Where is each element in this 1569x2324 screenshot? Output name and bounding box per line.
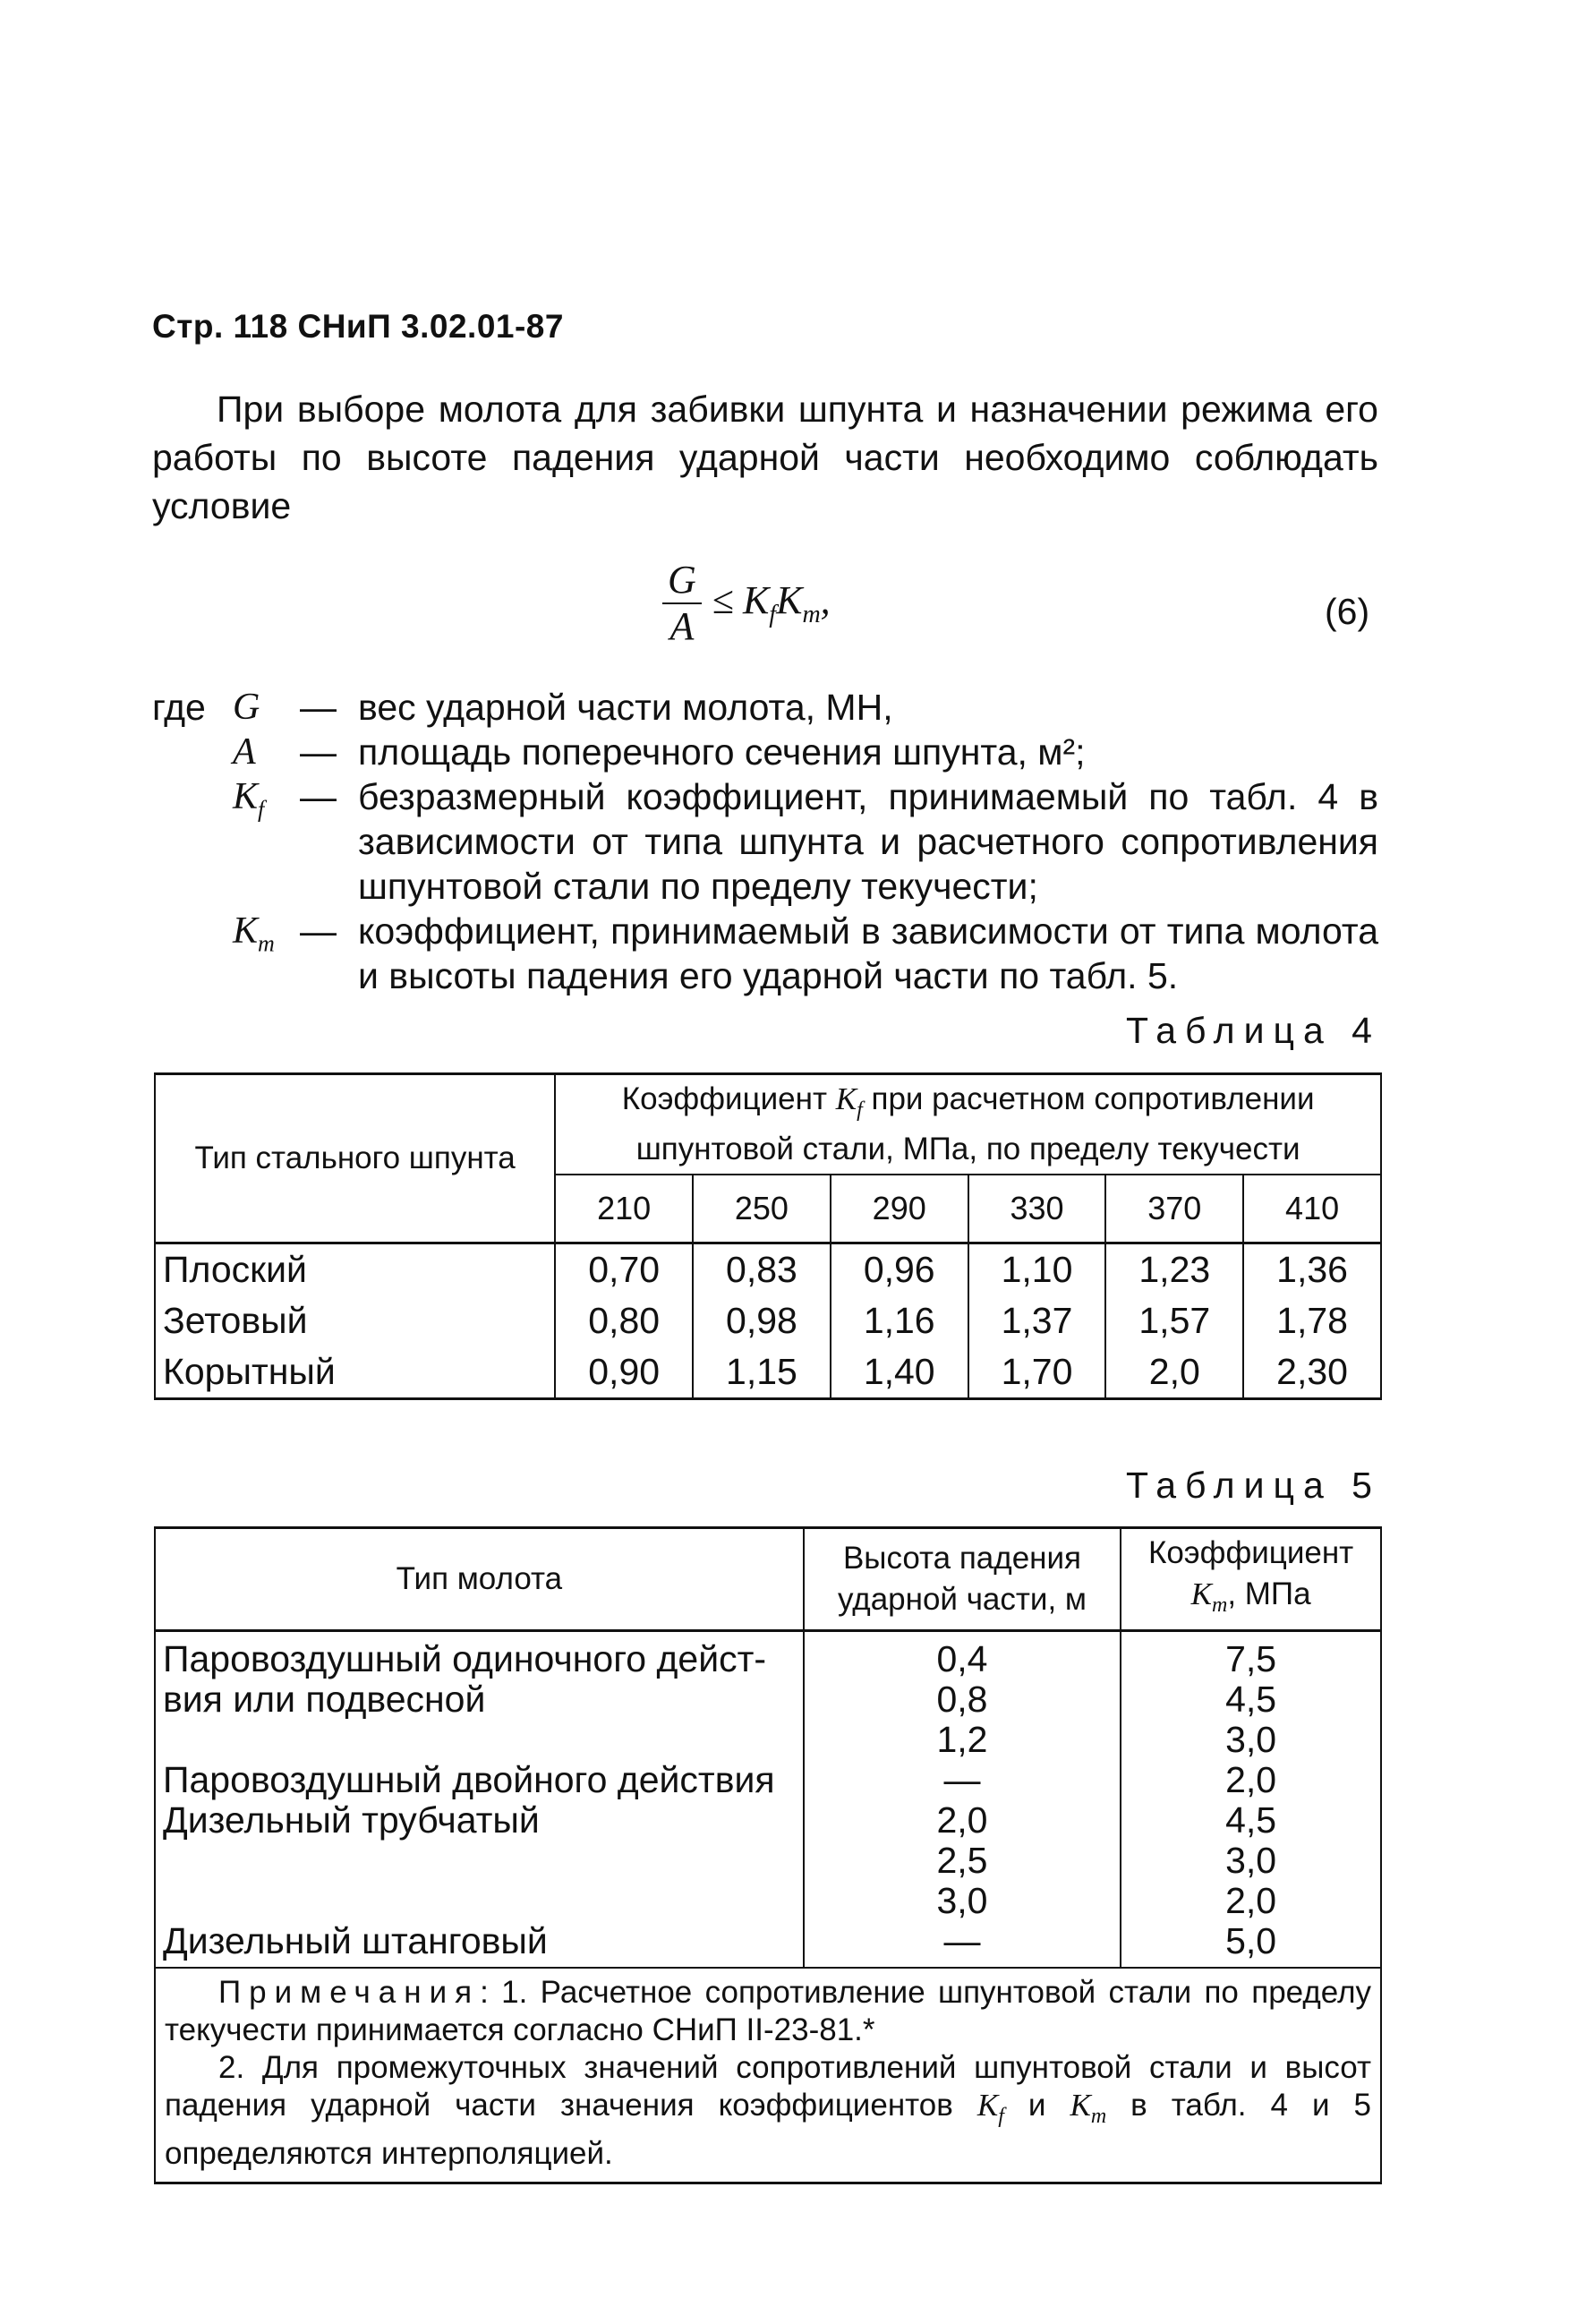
table4-cell: 1,70	[968, 1346, 1106, 1399]
table5-col2-header: Высота падения ударной части, м	[804, 1528, 1121, 1631]
table5-type	[155, 1841, 804, 1881]
definition-dash: —	[300, 687, 337, 728]
formula-k1: K	[742, 578, 770, 623]
table-row	[155, 1881, 1381, 1921]
definition-row	[152, 909, 1378, 998]
table5-coef: 3,0	[1121, 1720, 1381, 1760]
definition-text: коэффициент, принимаемый в зависимости от типа молота и высоты падения его ударной части по табл. 5.	[358, 910, 1378, 996]
intro-paragraph	[152, 385, 1378, 530]
where-word: где	[152, 687, 206, 728]
formula-denominator: A	[669, 604, 695, 648]
table5-col1-header: Тип молота	[155, 1528, 804, 1631]
table5-height: —	[804, 1921, 1121, 1968]
table4-column-header: 290	[831, 1175, 968, 1243]
table5-type	[155, 1881, 804, 1921]
table5-height: —	[804, 1760, 1121, 1800]
note-2: 2. Для промежуточных значений сопротивлений шпунтовой стали и высот падения ударной части значения коэффициентов $K_f$ и $K_m$ в табл. 4 и 5 определяются интерполяцией.	[165, 2050, 1372, 2171]
table5-type: Паровоздушный двойного действия	[155, 1760, 804, 1800]
table-row	[155, 1760, 1381, 1800]
equation-number: (6)	[1325, 591, 1370, 632]
table4-caption: Таблица 4	[1126, 1010, 1381, 1051]
table5-coef: 4,5	[1121, 1800, 1381, 1841]
table4-cell: 0,98	[693, 1295, 831, 1346]
definition-symbol: G	[233, 687, 260, 728]
table5-type: Паровоздушный одиночного дейст-	[155, 1631, 804, 1680]
formula-numerator: G	[662, 560, 702, 604]
table-row	[155, 1921, 1381, 1968]
table5-coef: 7,5	[1121, 1631, 1381, 1680]
table4-cell: 1,37	[968, 1295, 1106, 1346]
table4-group-header: Коэффициент $K_f$ при расчетном сопротивлении шпунтовой стали, МПа, по пределу текучести	[555, 1074, 1381, 1175]
definition-text: безразмерный коэффициент, принимаемый по табл. 4 в зависимости от типа шпунта и расчетного сопротивления шпунтовой стали по пределу текучести;	[358, 776, 1378, 907]
definitions-list	[152, 685, 1378, 998]
definition-symbol: $K_m$	[233, 910, 275, 957]
table4-row-name: Корытный	[155, 1346, 555, 1399]
table4-cell: 0,96	[831, 1243, 968, 1296]
table5-type: вия или подвесной	[155, 1679, 804, 1720]
definition-row	[152, 685, 1378, 730]
table5-height: 0,4	[804, 1631, 1121, 1680]
table4-cell: 2,30	[1243, 1346, 1381, 1399]
formula-k2-sub: m	[802, 600, 821, 628]
definition-text: площадь поперечного сечения шпунта, м²;	[358, 731, 1086, 773]
table4-column-header: 250	[693, 1175, 831, 1243]
table4-cell: 1,23	[1105, 1243, 1243, 1296]
table5-type: Дизельный трубчатый	[155, 1800, 804, 1841]
table4-cell: 1,57	[1105, 1295, 1243, 1346]
definition-text: вес ударной части молота, МН,	[358, 687, 893, 728]
table4-column-header: 370	[1105, 1175, 1243, 1243]
formula-trail: ,	[820, 578, 831, 623]
table5-height: 1,2	[804, 1720, 1121, 1760]
table-row	[155, 1346, 1381, 1399]
table4-cell: 1,36	[1243, 1243, 1381, 1296]
note-1: Примечания: 1. Расчетное сопротивление шпунтовой стали по пределу текучести принимается согласно СНиП II-23-81.*	[165, 1975, 1371, 2047]
table4-cell: 2,0	[1105, 1346, 1243, 1399]
table4-cell: 1,16	[831, 1295, 968, 1346]
table4-cell: 1,40	[831, 1346, 968, 1399]
definition-dash: —	[300, 731, 337, 773]
table4-cell: 0,70	[555, 1243, 693, 1296]
table5-coef: 2,0	[1121, 1881, 1381, 1921]
definition-symbol: A	[233, 731, 256, 773]
definition-row	[152, 730, 1378, 774]
table-row	[155, 1720, 1381, 1760]
table-row	[155, 1841, 1381, 1881]
definition-dash: —	[300, 910, 337, 952]
formula-6	[662, 560, 831, 647]
table4	[154, 1072, 1382, 1400]
table5-height: 0,8	[804, 1679, 1121, 1720]
table4-column-header: 410	[1243, 1175, 1381, 1243]
table-row	[155, 1243, 1381, 1296]
table5-height: 3,0	[804, 1881, 1121, 1921]
table5-notes	[155, 1968, 1381, 2183]
table-row	[155, 1631, 1381, 1680]
table4-col1-header: Тип стального шпунта	[155, 1074, 555, 1243]
notes-label: Примечания	[218, 1975, 481, 2010]
definition-symbol: $K_f$	[233, 776, 265, 823]
table4-row-name: Плоский	[155, 1243, 555, 1296]
table5-coef: 3,0	[1121, 1841, 1381, 1881]
table4-cell: 0,83	[693, 1243, 831, 1296]
definition-row	[152, 774, 1378, 909]
table5-type	[155, 1720, 804, 1760]
definition-dash: —	[300, 776, 337, 817]
table-row	[155, 1679, 1381, 1720]
table-row	[155, 1800, 1381, 1841]
table4-cell: 1,10	[968, 1243, 1106, 1296]
table4-cell: 1,15	[693, 1346, 831, 1399]
table5	[154, 1526, 1382, 2184]
table-row	[155, 1295, 1381, 1346]
formula-k1-sub: f	[769, 600, 777, 628]
formula-rhs	[712, 577, 831, 629]
table5-coef: 4,5	[1121, 1679, 1381, 1720]
table4-cell: 0,90	[555, 1346, 693, 1399]
table5-col3-header: Коэффициент $K_m$, МПа	[1121, 1528, 1381, 1631]
table5-height: 2,5	[804, 1841, 1121, 1881]
formula-operator: ≤	[712, 578, 734, 623]
table5-type: Дизельный штанговый	[155, 1921, 804, 1968]
table4-column-header: 330	[968, 1175, 1106, 1243]
table4-cell: 0,80	[555, 1295, 693, 1346]
table4-row-name: Зетовый	[155, 1295, 555, 1346]
formula-fraction	[662, 560, 702, 647]
table5-coef: 5,0	[1121, 1921, 1381, 1968]
intro-text: При выборе молота для забивки шпунта и назначении режима его работы по высоте падения ударной части необходимо соблюдать условие	[152, 389, 1378, 526]
formula-k2: K	[776, 578, 803, 623]
table4-column-header: 210	[555, 1175, 693, 1243]
table5-coef: 2,0	[1121, 1760, 1381, 1800]
table4-cell: 1,78	[1243, 1295, 1381, 1346]
table5-caption: Таблица 5	[1126, 1465, 1381, 1506]
table5-height: 2,0	[804, 1800, 1121, 1841]
page-header: Стр. 118 СНиП 3.02.01-87	[152, 308, 564, 345]
